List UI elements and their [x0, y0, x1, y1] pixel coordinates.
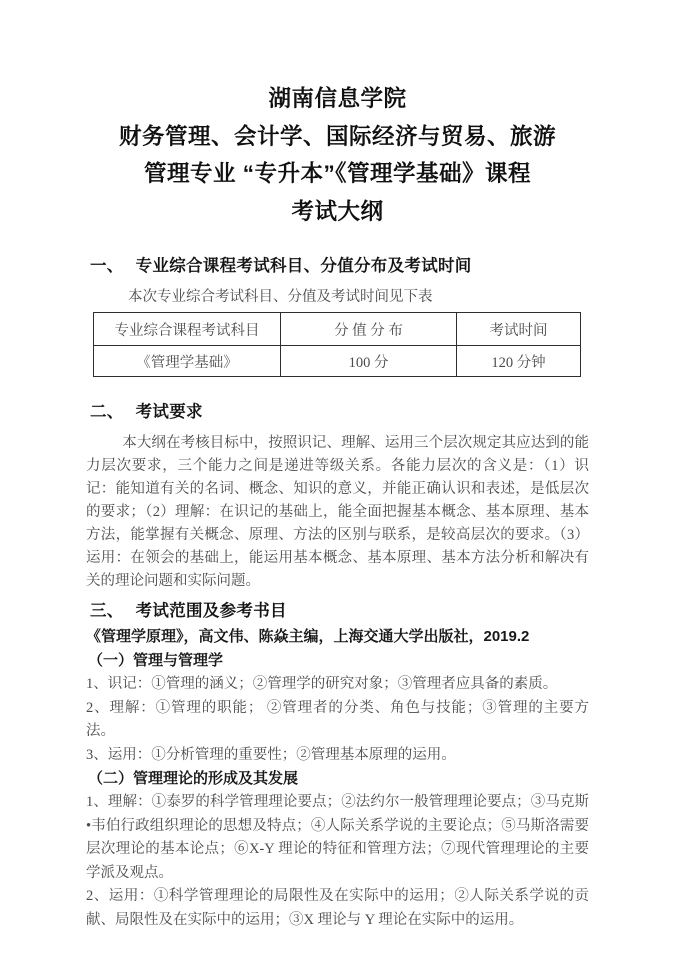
section1-heading [86, 254, 589, 278]
exam-info-table [93, 312, 581, 377]
header-cell-time: 考试时间 [457, 313, 581, 346]
exam-requirements-paragraph: 本大纲在考核目标中，按照识记、理解、运用三个层次规定其应达到的能力层次要求，三个能力之间是递进等级关系。各能力层次的含义是：（1）识记：能知道有关的名词、概念、知识的意义，并能正确认识和表述，是低层次的要求；（2）理解：在识记的基础上，能全面把握基本概念、基本原理、基本方法，能掌握有关概念、原理、方法的区别与联系，是较高层次的要求。（3）运用：在领会的基础上，能运用基本概念、基本原理、基本方法分析和解决有关的理论问题和实际问题。 [86, 435, 589, 589]
section1-number: 一、 [90, 257, 124, 275]
section3-number: 三、 [90, 602, 124, 620]
part1-item-2: 2、理解：①管理的职能； ②管理者的分类、角色与技能；③管理的主要方法。 [86, 699, 589, 739]
part1-item-1: 1、识记：①管理的涵义；②管理学的研究对象；③管理者应具备的素质。 [86, 676, 558, 692]
section3-title: 考试范围及参考书目 [135, 602, 287, 620]
header-cell-subject: 专业综合课程考试科目 [94, 313, 281, 346]
cell-time: 120 分钟 [457, 346, 581, 377]
part2-item-2: 2、运用：①科学管理理论的局限性及在实际中的运用；②人际关系学说的贡献、局限性及在实际中的运用；③X 理论与 Y 理论在实际中的运用。 [86, 888, 589, 928]
title-line-college: 湖南信息学院 [268, 86, 407, 111]
section3-heading [86, 599, 589, 623]
table-intro-text: 本次专业综合考试科目、分值及考试时间见下表 [128, 289, 433, 305]
part2-heading: （二）管理理论的形成及其发展 [88, 770, 299, 787]
title-line-majors: 财务管理、会计学、国际经济与贸易、旅游 [118, 123, 556, 149]
section2-heading [86, 400, 589, 424]
section1-title: 专业综合课程考试科目、分值分布及考试时间 [135, 257, 472, 275]
header-cell-score: 分 值 分 布 [281, 313, 457, 346]
cell-score: 100 分 [281, 346, 457, 377]
section2-number: 二、 [90, 403, 124, 421]
part1-item-3: 3、运用：①分析管理的重要性；②管理基本原理的运用。 [86, 746, 456, 763]
title-line-course: 管理专业 “专升本”《管理学基础》课程 [143, 161, 531, 186]
title-line-outline: 考试大纲 [291, 198, 384, 224]
part1-heading: （一）管理与管理学 [88, 652, 224, 669]
document-title [86, 80, 589, 230]
table-header-row [94, 313, 581, 346]
section2-title: 考试要求 [135, 403, 203, 421]
part2-item-1: 1、理解：①泰罗的科学管理理论要点；②法约尔一般管理理论要点；③马克斯 •韦伯行政组织理论的思想及特点；④人际关系学说的主要论点；⑤马斯洛需要层次理论的基本论点；⑥X-Y 理论的特征和管理方法；⑦现代管理理论的主要学派及观点。 [86, 794, 589, 881]
cell-subject: 《管理学基础》 [94, 346, 281, 377]
table-row [94, 346, 581, 377]
reference-book-line: 《管理学原理》，高文伟、陈焱主编，上海交通大学出版社，2019.2 [86, 628, 530, 645]
